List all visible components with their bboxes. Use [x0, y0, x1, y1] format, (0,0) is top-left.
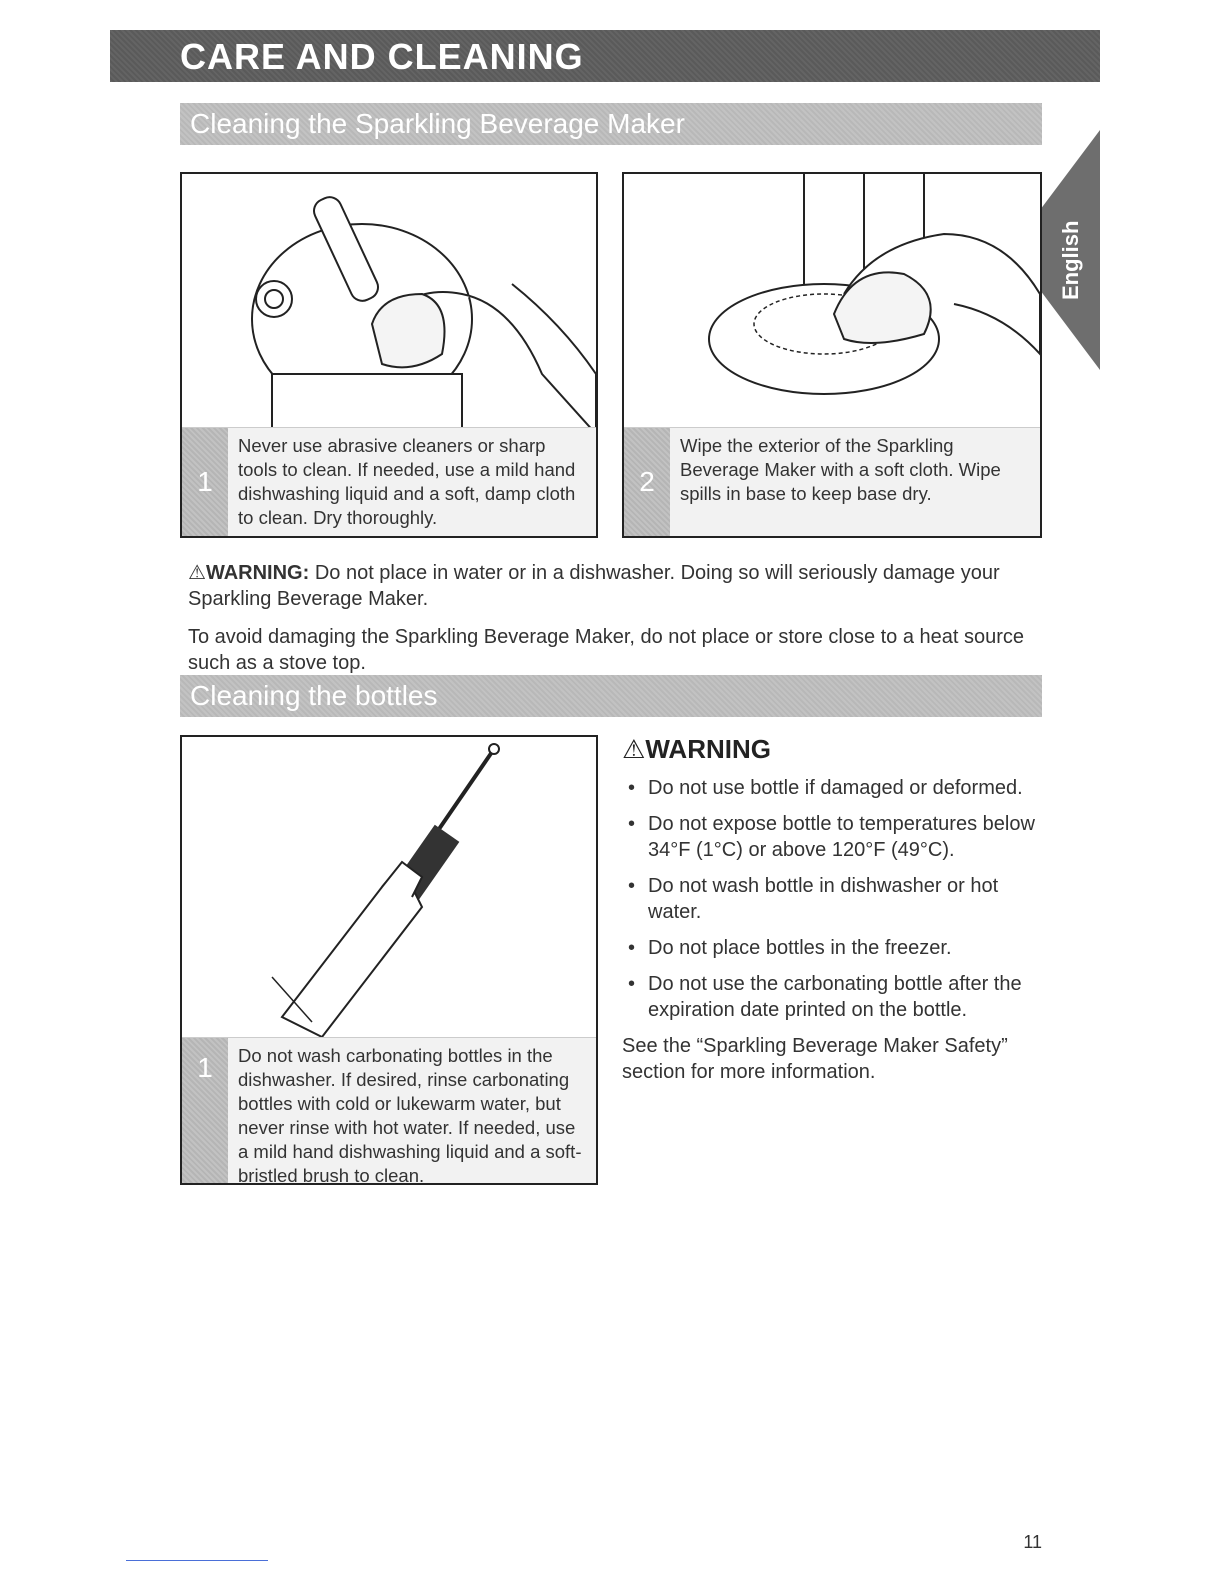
- warning-paragraph: [188, 560, 1038, 612]
- divider: [126, 1560, 268, 1561]
- bottle-warning-block: [622, 734, 1042, 1085]
- step-1-caption: [182, 427, 596, 536]
- bottle-step-caption: [182, 1037, 596, 1186]
- step-number: 1: [182, 1038, 228, 1183]
- section-title-bar: [110, 30, 1100, 82]
- language-tab-label: English: [1058, 220, 1083, 300]
- step-1-panel: [180, 172, 598, 538]
- step-text: Never use abrasive cleaners or sharp tools to clean. If needed, use a mild hand dishwashing liquid and a soft, damp cloth to clean. Dry thoroughly.: [238, 435, 576, 528]
- warning-icon: ⚠: [188, 562, 206, 584]
- list-item: • Do not wash bottle in dishwasher or hot water.: [622, 873, 1042, 925]
- note-paragraph: To avoid damaging the Sparkling Beverage Maker, do not place or store close to a heat source such as a stove top.: [188, 626, 1025, 674]
- page-number: 11: [1023, 1532, 1042, 1552]
- warning-icon: ⚠: [622, 734, 646, 764]
- step-number: 2: [624, 428, 670, 536]
- page-title: CARE AND CLEANING: [180, 36, 584, 77]
- bottle-brush-illustration: [182, 737, 596, 1037]
- list-item: • Do not use bottle if damaged or deformed.: [622, 775, 1042, 801]
- warning-list: [622, 775, 1042, 1023]
- section-heading: Cleaning the Sparkling Beverage Maker: [190, 108, 685, 139]
- section-heading-bar: [180, 103, 1042, 145]
- step-2-caption: [624, 427, 1040, 536]
- step-text: Do not wash carbonating bottles in the dishwasher. If desired, rinse carbonating bottles with cold or lukewarm water, but never rinse with hot water. If needed, use a mild hand dishwashing liquid and a soft-bristled brush to clean.: [238, 1045, 582, 1186]
- step-text: Wipe the exterior of the Sparkling Beverage Maker with a soft cloth. Wipe spills in base to keep base dry.: [680, 435, 1001, 504]
- step-number: 1: [182, 428, 228, 536]
- warning-label: WARNING:: [205, 562, 310, 584]
- warning-title: WARNING: [645, 734, 771, 764]
- section-heading: Cleaning the bottles: [190, 680, 438, 711]
- bottle-step-panel: [180, 735, 598, 1185]
- warning-text: Do not place in water or in a dishwasher. Doing so will seriously damage your Sparkling Beverage Maker.: [188, 562, 1000, 610]
- see-also-text: See the “Sparkling Beverage Maker Safety” section for more information.: [622, 1035, 1008, 1083]
- list-item: • Do not expose bottle to temperatures below 34°F (1°C) or above 120°F (49°C).: [622, 811, 1042, 863]
- step-2-panel: [622, 172, 1042, 538]
- list-item: • Do not place bottles in the freezer.: [622, 935, 1042, 961]
- list-item: • Do not use the carbonating bottle after the expiration date printed on the bottle.: [622, 971, 1042, 1023]
- base-wiping-illustration: [624, 174, 1040, 434]
- section-heading-bar: [180, 675, 1042, 717]
- maker-cleaning-illustration: [182, 174, 596, 434]
- warning-heading: [622, 734, 1042, 765]
